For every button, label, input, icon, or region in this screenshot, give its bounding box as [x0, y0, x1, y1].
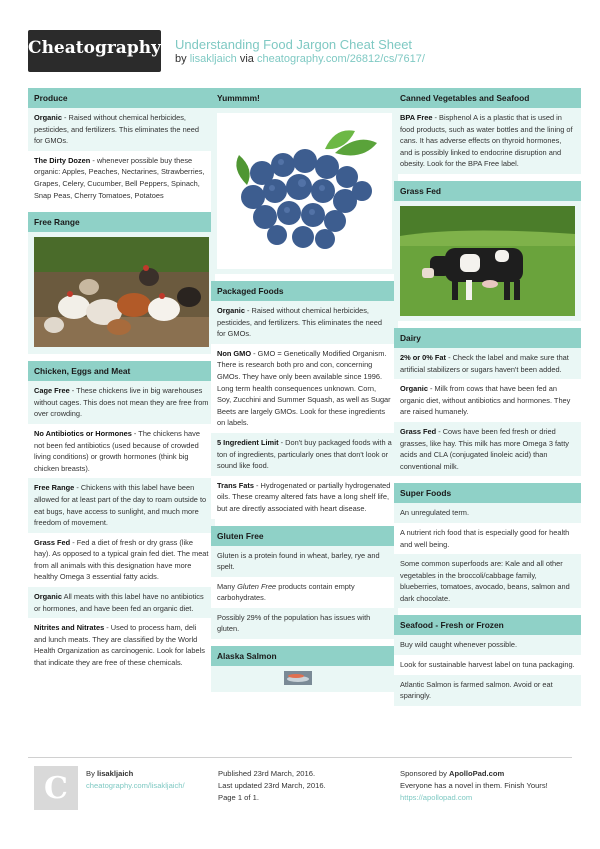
cow-image [394, 201, 581, 321]
footer-author-link[interactable]: cheatography.com/lisakljaich/ [86, 781, 185, 790]
term: Nitrites and Nitrates [34, 623, 105, 633]
author-avatar[interactable] [34, 766, 78, 810]
no-antibiotics-entry [28, 424, 215, 478]
dairy-grass-fed-entry [394, 422, 581, 476]
produce-dozen-entry [28, 151, 215, 205]
gluten-entry-1: Gluten is a protein found in wheat, barley, rye and spelt. [211, 546, 398, 577]
definition: - Bisphenol A is a plastic that is used in food products, such as water bottles and the lining of cans. It has adverse effects on thyroid hormones, and is possibly linked to endocrine disruption and obesity. Look for the BPA Free label. [400, 113, 573, 169]
free-range-entry [28, 478, 215, 532]
section-chicken [28, 381, 215, 672]
nitrites-entry [28, 618, 215, 672]
term: Cage Free [34, 386, 70, 396]
column-3 [394, 88, 581, 706]
published-date: Published 23rd March, 2016. [218, 769, 316, 778]
packaged-organic-entry [211, 301, 398, 344]
seafood-entry-3: Atlantic Salmon is farmed salmon. Avoid or eat sparingly. [394, 675, 581, 706]
section-heading-salmon: Alaska Salmon [211, 646, 398, 666]
sponsor-name[interactable]: ApolloPad.com [448, 769, 505, 778]
bpa-free-entry [394, 108, 581, 174]
term: Trans Fats [217, 480, 254, 490]
page-title: Understanding Food Jargon Cheat Sheet [175, 37, 413, 52]
superfoods-entry-1: An unregulated term. [394, 503, 581, 523]
dairy-organic-entry [394, 379, 581, 422]
five-ingredient-entry [211, 433, 398, 476]
term: 2% or 0% Fat [400, 352, 447, 362]
seafood-entry-2: Look for sustainable harvest label on tuna packaging. [400, 660, 575, 670]
term: Organic [34, 592, 62, 602]
definition: - Used to process ham, deli and lunch meats. They are classified by the World Health Organization as carcinogenic. Look for labels that indicate they are free of these chemicals. [34, 623, 205, 668]
footer-author [86, 768, 185, 792]
section-heading-free-range: Free Range [28, 212, 215, 232]
section-packaged [211, 301, 398, 519]
section-heading-packaged: Packaged Foods [211, 281, 398, 301]
term: Organic [400, 384, 428, 394]
definition: - Raised without chemical herbicides, pesticides, and fertilizers. This eliminates the need for GMOs. [217, 306, 383, 339]
term: 5 Ingredient Limit [217, 437, 279, 447]
term: Grass Fed [400, 426, 437, 436]
section-canned [394, 108, 581, 174]
section-heading-seafood: Seafood - Fresh or Frozen [394, 615, 581, 635]
column-1 [28, 88, 215, 673]
sponsor-label: Sponsored by [400, 769, 449, 778]
section-heading-chicken: Chicken, Eggs and Meat [28, 361, 215, 381]
updated-date: Last updated 23rd March, 2016. [218, 781, 326, 790]
section-superfoods [394, 503, 581, 608]
definition: - Cows have been fed fresh or dried grasses, like hay. This milk has more Omega 3 fatty acids and CLA (conjugated linoleic acid) than conventional milk. [400, 426, 569, 471]
trans-fats-entry [211, 476, 398, 519]
superfoods-entry-2: A nutrient rich food that is especially good for health and well being. [400, 527, 570, 549]
byline [175, 53, 425, 65]
section-produce [28, 108, 215, 205]
definition: - Raised without chemical herbicides, pesticides, and fertilizers. This eliminates the need for GMOs. [34, 113, 200, 146]
cage-free-entry [28, 381, 215, 424]
by-label: by [175, 53, 187, 65]
page-footer [28, 757, 572, 817]
page-header [0, 0, 600, 80]
avatar-letter: C [44, 771, 68, 806]
footer-dates [218, 768, 326, 804]
gluten-entry-2: Many Gluten Free products contain empty carbohydrates. [217, 581, 355, 603]
organic-meat-entry [28, 587, 215, 618]
page-number: Page 1 of 1. [218, 793, 259, 802]
section-heading-superfoods: Super Foods [394, 483, 581, 503]
section-gluten [211, 546, 398, 640]
chickens-photo [34, 237, 209, 347]
via-label: via [239, 53, 254, 65]
term: Grass Fed [34, 537, 71, 547]
footer-sponsor [400, 768, 548, 804]
blueberries-image [211, 108, 398, 274]
blueberries-photo [217, 113, 392, 269]
definition: - Fed a diet of fresh or dry grass (like hay). As opposed to a typical grain fed diet. The meat from all animals with this designation have more healthy Omega 3 essential fatty acids. [34, 537, 209, 582]
footer-author-name[interactable]: lisakljaich [96, 769, 134, 778]
sponsor-tagline: Everyone has a novel in them. Finish Yours! [400, 781, 548, 790]
definition: - Milk from cows that have been fed an organic diet, without antibiotics and hormones. They are raised humanely. [400, 384, 571, 417]
term: Organic [217, 306, 245, 315]
definition: - Chickens with this label have been allowed for at least part of the day to roam outside to eat bugs, have access to sunlight, and much more freedom of movement. [34, 483, 207, 528]
column-2 [211, 88, 398, 692]
logo-text: Cheatography [28, 38, 161, 58]
term: No Antibiotics or Hormones [34, 428, 132, 438]
term: Non GMO [217, 348, 252, 358]
section-heading-canned: Canned Vegetables and Seafood [394, 88, 581, 108]
section-heading-produce: Produce [28, 88, 215, 108]
produce-organic-entry [28, 108, 215, 151]
grass-fed-entry [28, 533, 215, 587]
by-label: By [86, 769, 97, 778]
sponsor-link[interactable]: https://apollopad.com [400, 793, 473, 802]
salmon-image [211, 666, 398, 692]
section-heading-yum: Yummmm! [211, 88, 398, 108]
sheet-url-link[interactable]: cheatography.com/26812/cs/7617/ [256, 53, 425, 65]
author-link[interactable]: lisakljaich [189, 53, 237, 65]
salmon-photo [284, 671, 312, 685]
chickens-image [28, 232, 215, 354]
section-dairy [394, 348, 581, 476]
section-heading-grass-fed: Grass Fed [394, 181, 581, 201]
definition: - whenever possible buy these organic: Apples, Peaches, Nectarines, Strawberries, Grapes, Celery, Cucumber, Bell Peppers, Spinach, Snap Peas, Cherry Tomatoes, Potatoes [34, 155, 205, 200]
section-seafood [394, 635, 581, 705]
definition: - The chickens have not been fed antibiotics (used because of crowded living conditions) or growth hormones (think big chicken breasts). [34, 428, 200, 473]
definition: - Check the label and make sure that artificial stabilizers or sugars haven't been added. [400, 352, 569, 374]
cow-photo [400, 206, 575, 316]
cheatography-logo[interactable] [28, 30, 161, 72]
term: Organic [34, 113, 62, 122]
definition: - These chickens live in big warehouses without cages. This does not mean they are free from over crowding. [34, 386, 209, 419]
definition: - Don't buy packaged foods with a ton of ingredients, particularly ones that don't look or sound like food. [217, 437, 392, 471]
non-gmo-entry [211, 344, 398, 433]
definition: - Hydrogenated or partially hydrogenated oils. These creamy altered fats have a long shelf life, but are directly associated with heart disease. [217, 480, 391, 513]
superfoods-entry-3: Some common superfoods are: Kale and all other vegetables in the broccoli/cabbage family, blueberries, tomatoes, avocado, beans, salmon and dark chocolate. [394, 554, 581, 608]
seafood-entry-1: Buy wild caught whenever possible. [394, 635, 581, 655]
term: Free Range [34, 483, 75, 493]
definition: - GMO = Genetically Modified Organism. There is research both pro and con, concerning GMOs. They have only been available since 1996. Long term health consequences unknown. Corn, Soy, Zucchini and Summer Squash, as well as Sugar Beets are largely GMOs. Look for these ingredients on labels. [217, 348, 391, 428]
definition: All meats with this label have no antibiotics or hormones, and have been fed an organic diet. [34, 592, 204, 613]
section-heading-dairy: Dairy [394, 328, 581, 348]
section-heading-gluten: Gluten Free [211, 526, 398, 546]
term: BPA Free [400, 113, 433, 122]
term: The Dirty Dozen [34, 155, 91, 165]
gluten-entry-3: Possibly 29% of the population has issues with gluten. [211, 608, 398, 639]
low-fat-entry [394, 348, 581, 379]
